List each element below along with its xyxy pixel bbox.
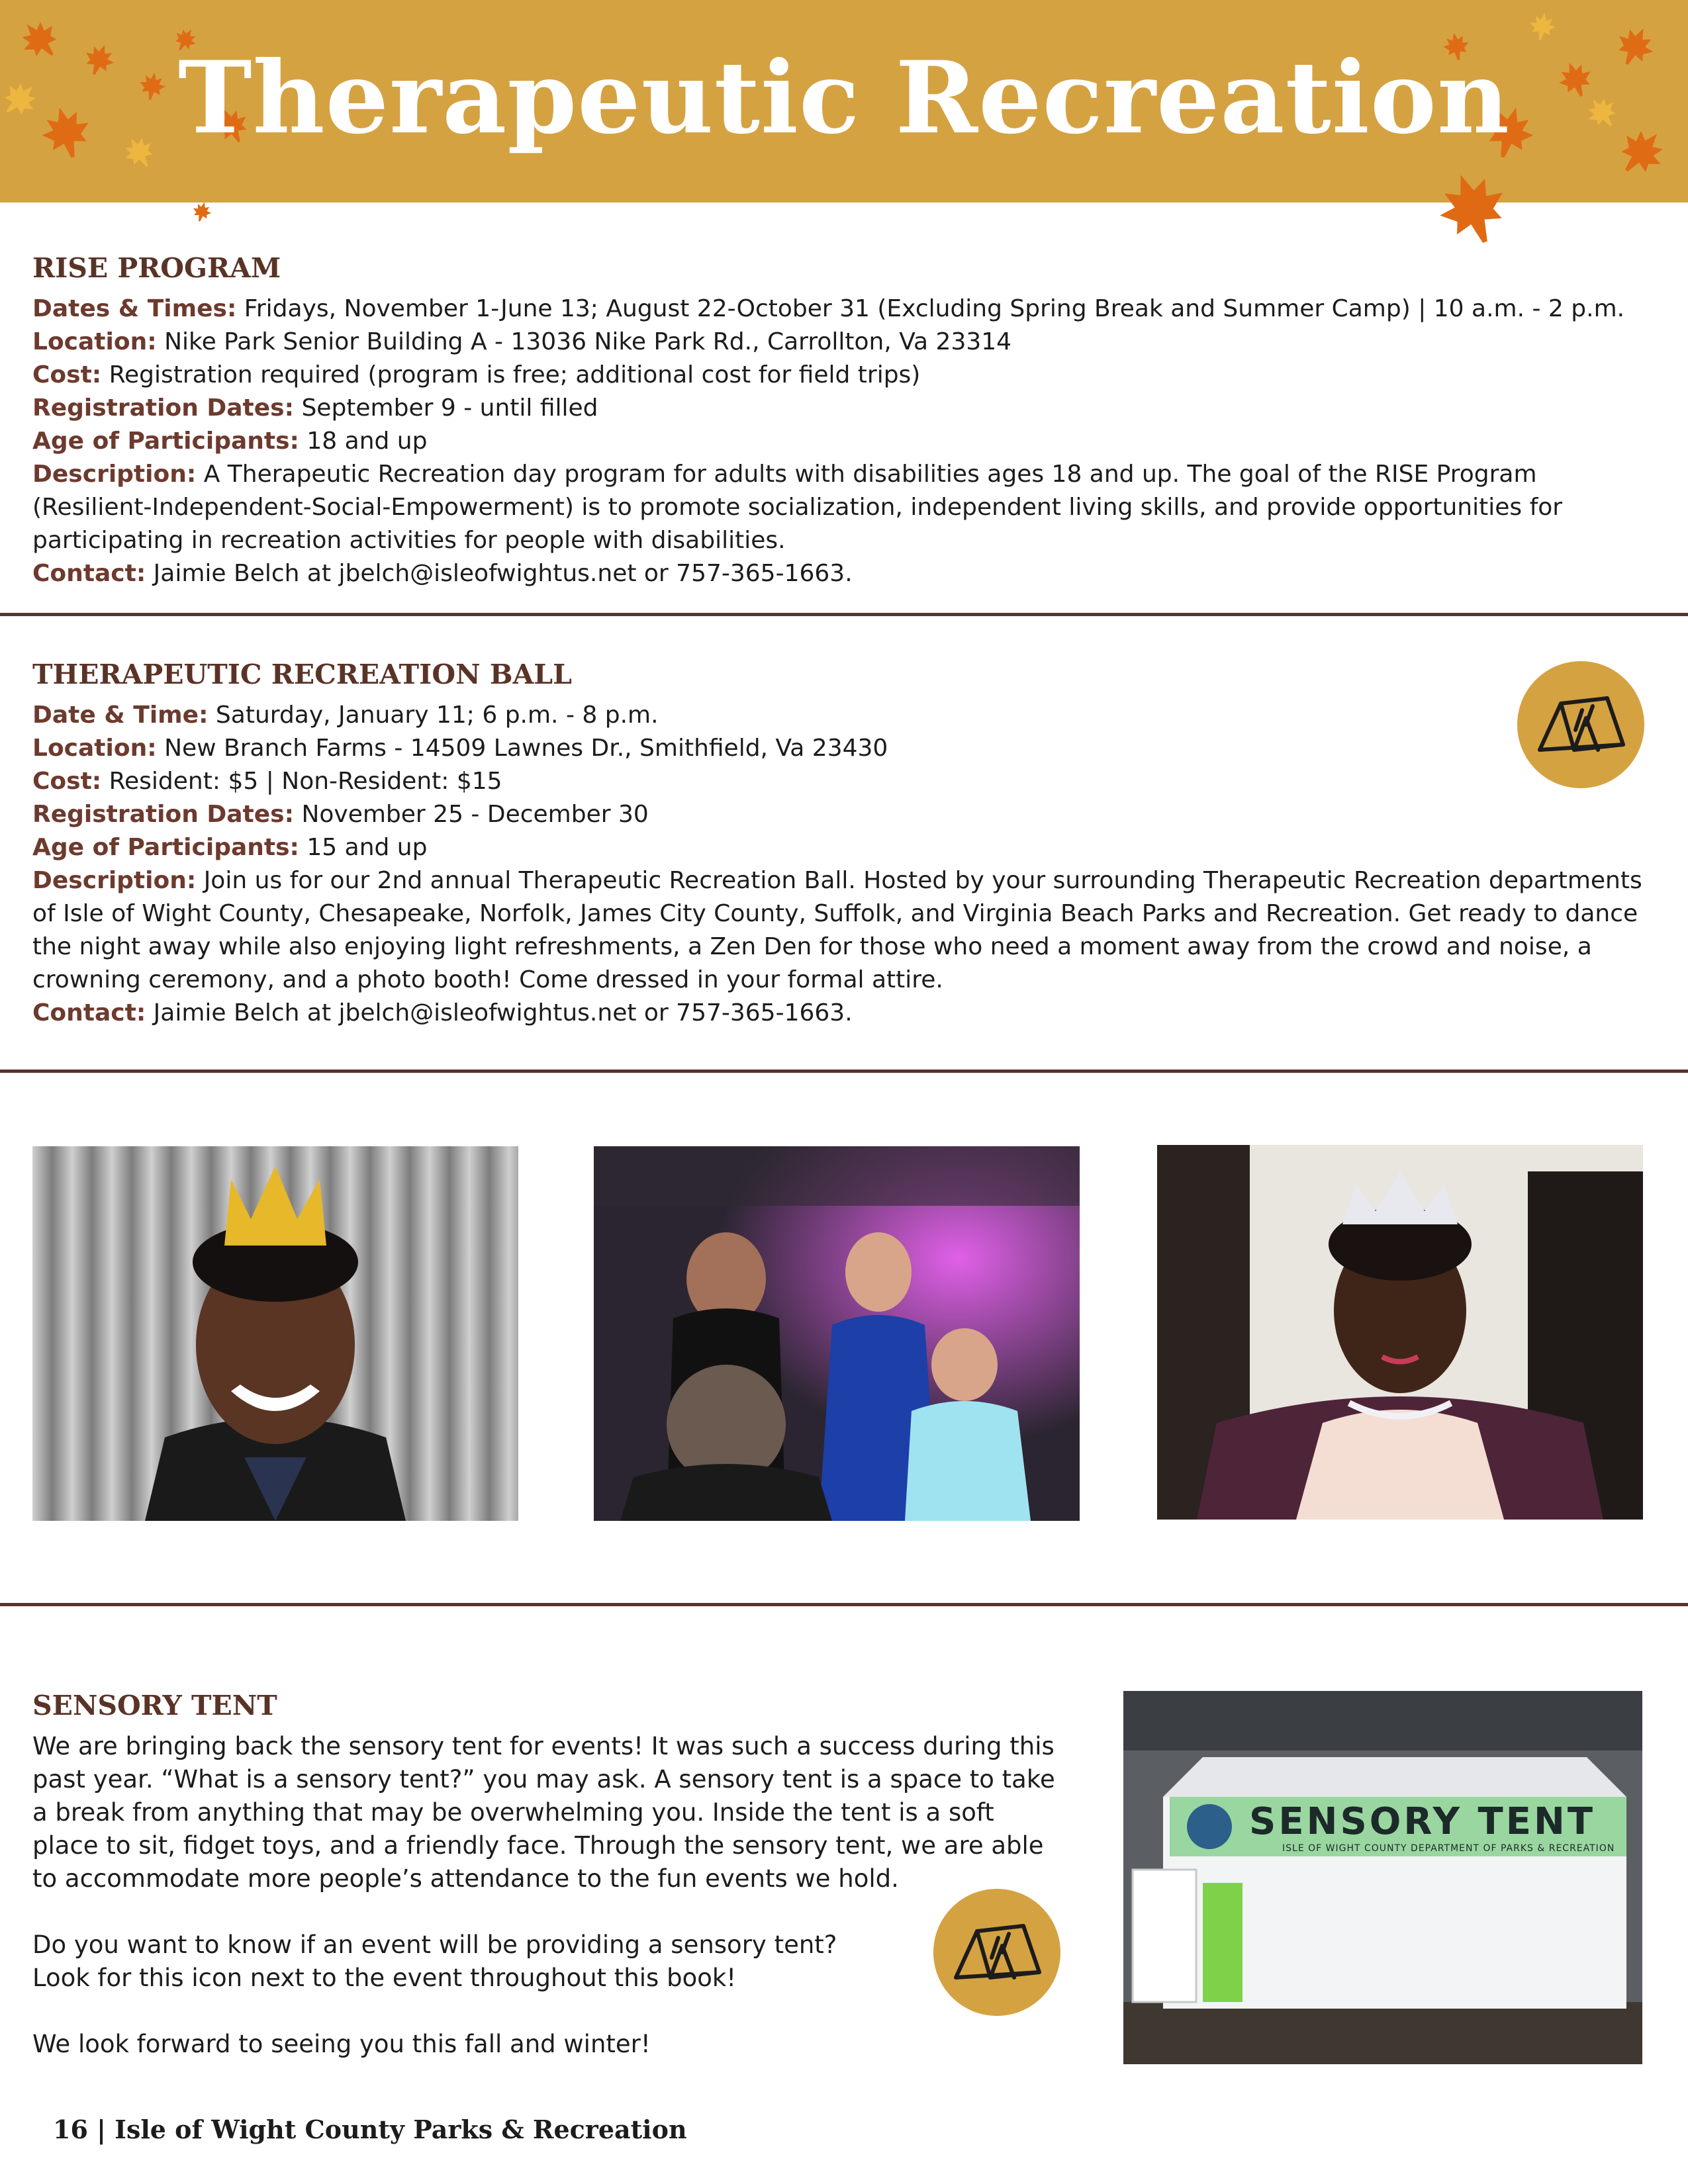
sensory-tent-banner-subtitle: ISLE OF WIGHT COUNTY DEPARTMENT OF PARKS & RECREATION — [1282, 1843, 1615, 1854]
photo-sensory-tent — [1123, 1691, 1642, 2064]
sensory-tent-question: Do you want to know if an event will be providing a sensory tent? — [32, 1931, 837, 1959]
ball-age: Age of Participants: 15 and up — [32, 834, 428, 861]
section-divider — [0, 1603, 1688, 1606]
section-divider — [0, 1069, 1688, 1073]
page-footer: 16 | Isle of Wight County Parks & Recreation — [53, 2115, 687, 2144]
ball-description: Description: Join us for our 2nd annual Therapeutic Recreation Ball. Hosted by your surrounding Therapeutic Recreation departments of Isle of Wight County, Chesapeake, Norfolk, James City County, Suffolk, and Virginia Beach Parks and Recreation. Get ready to dance the night away while also enjoying light refreshments, a Zen Den for those who need a moment away from the crowd and noise, a crowning ceremony, and a photo booth! Come dressed in your formal attire. — [32, 867, 1642, 993]
rise-registration-dates: Registration Dates: September 9 - until filled — [32, 394, 598, 422]
rise-age: Age of Participants: 18 and up — [32, 428, 428, 455]
rise-contact: Contact: Jaimie Belch at jbelch@isleofwightus.net or 757-365-1663. — [32, 560, 853, 587]
rise-dates-times: Dates & Times: Fridays, November 1-June 13; August 22-October 31 (Excluding Spring Break and Summer Camp) | 10 a.m. - 2 p.m. — [32, 295, 1625, 322]
ball-contact: Contact: Jaimie Belch at jbelch@isleofwightus.net or 757-365-1663. — [32, 999, 853, 1026]
tent-icon — [1534, 684, 1627, 763]
section-divider — [0, 613, 1688, 616]
header-banner — [0, 0, 1688, 203]
ball-section — [32, 657, 1642, 1030]
page-title: Therapeutic Recreation — [178, 40, 1510, 156]
ball-date-time: Date & Time: Saturday, January 11; 6 p.m. - 8 p.m. — [32, 702, 659, 729]
ball-location: Location: New Branch Farms - 14509 Lawnes Dr., Smithfield, Va 23430 — [32, 735, 888, 762]
rise-program-heading: RISE PROGRAM — [32, 252, 281, 284]
photo-dance-floor — [594, 1146, 1080, 1521]
photo-crowned-woman — [1157, 1145, 1643, 1520]
ball-registration-dates: Registration Dates: November 25 - December 30 — [32, 801, 649, 828]
sensory-tent-banner-title: SENSORY TENT — [1249, 1800, 1596, 1843]
sensory-tent-closing: We look forward to seeing you this fall and winter! — [32, 2030, 651, 2058]
rise-description: Description: A Therapeutic Recreation day program for adults with disabilities ages 18 and up. The goal of the RISE Program (Resilient-Independent-Social-Empowerment) is to promote socialization, independent living skills, and provide opportunities for participating in recreation activities for people with disabilities. — [32, 461, 1563, 554]
sensory-tent-section — [32, 1688, 1065, 2061]
sensory-tent-icon-note: Look for this icon next to the event throughout this book! — [32, 1964, 737, 1992]
rise-cost: Cost: Registration required (program is free; additional cost for field trips) — [32, 361, 921, 388]
rise-program-section — [32, 250, 1648, 590]
sensory-tent-badge — [933, 1889, 1060, 2016]
ball-heading: THERAPEUTIC RECREATION BALL — [32, 659, 572, 690]
rise-location: Location: Nike Park Senior Building A - 13036 Nike Park Rd., Carrollton, Va 23314 — [32, 328, 1012, 355]
tent-icon — [951, 1911, 1043, 1991]
sensory-tent-heading: SENSORY TENT — [32, 1690, 277, 1721]
sensory-tent-intro: We are bringing back the sensory tent for events! It was such a success during this past year. “What is a sensory tent?” you may ask. A sensory tent is a space to take a break from anything that may be overwhelming you. Inside the tent is a soft place to sit, fidget toys, and a friendly face. Through the sensory tent, we are able to accommodate more people’s attendance to the fun events we hold. — [32, 1732, 1055, 1893]
sensory-tent-badge — [1517, 661, 1644, 788]
ball-cost: Cost: Resident: $5 | Non-Resident: $15 — [32, 768, 502, 795]
photo-crowned-man — [32, 1146, 518, 1521]
